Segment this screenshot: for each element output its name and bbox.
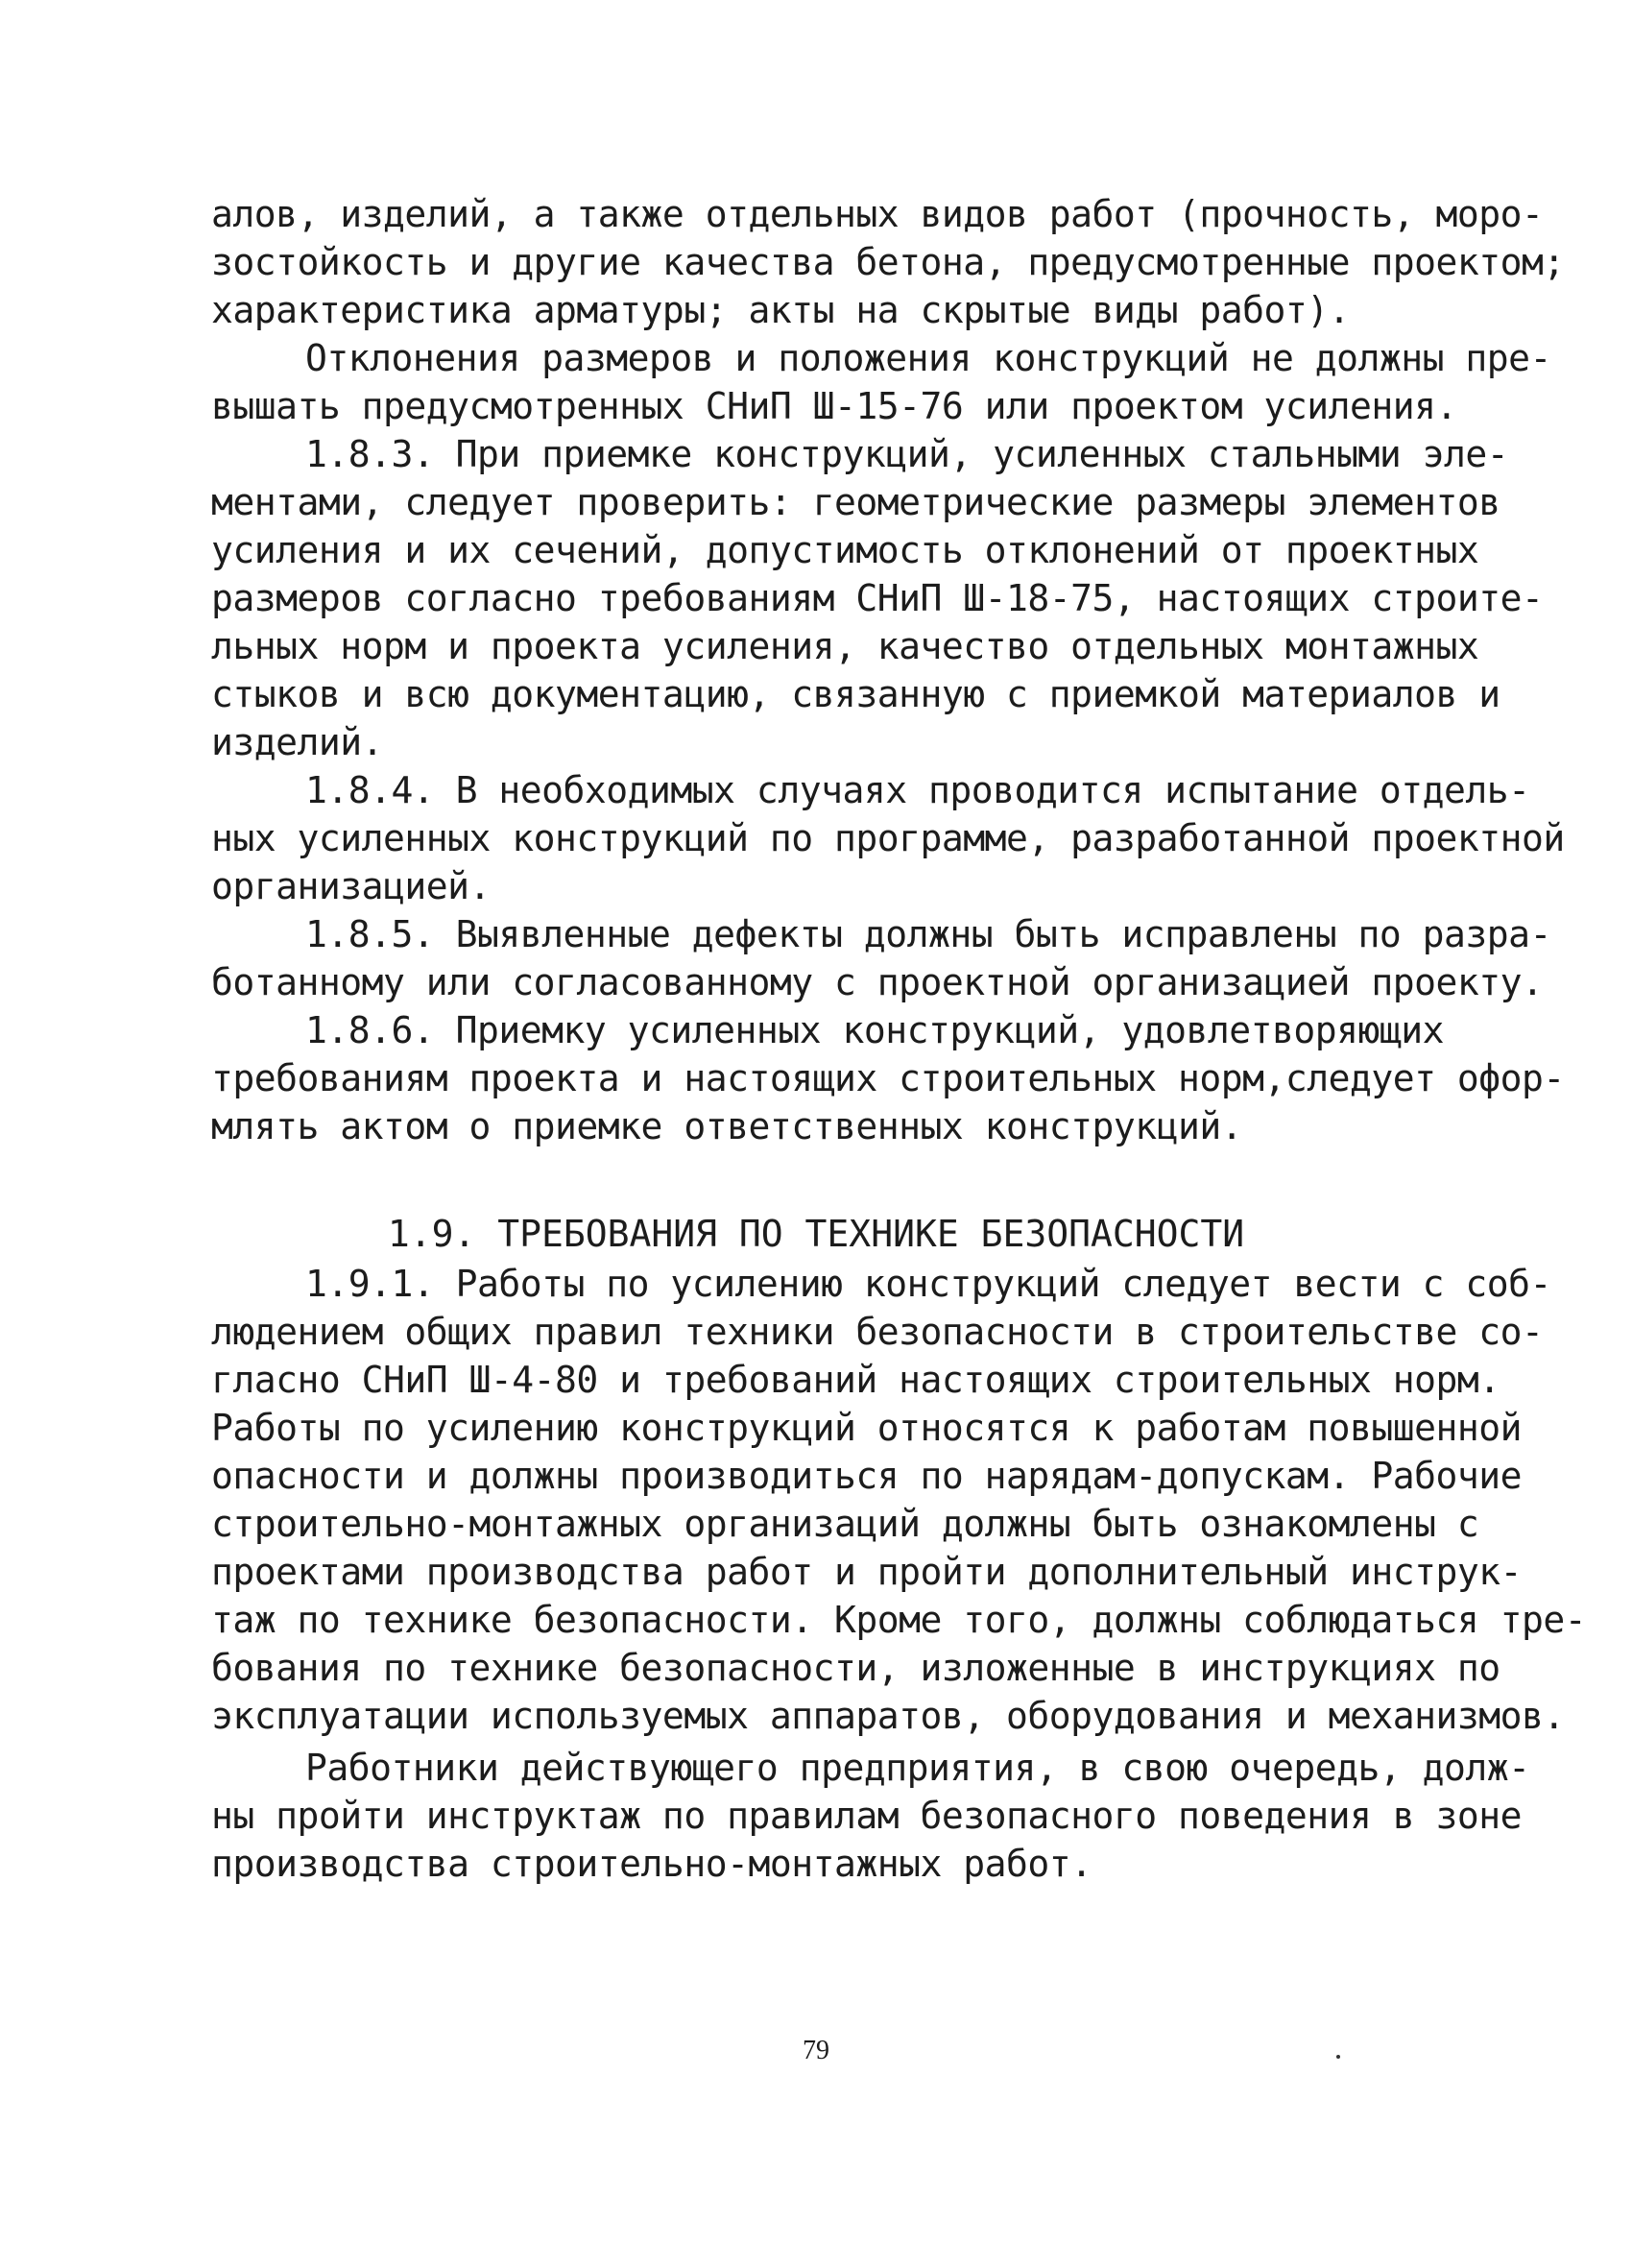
text-line: алов, изделий, а также отдельных видов работ (прочность, моро-: [211, 193, 1544, 235]
text-line: ны пройти инструктаж по правилам безопасного поведения в зоне: [211, 1795, 1523, 1837]
scan-dot-mark: [1336, 2055, 1340, 2059]
text-line: ботанному или согласованному с проектной организацией проекту.: [211, 961, 1544, 1003]
text-line: Отклонения размеров и положения конструкций не должны пре-: [305, 337, 1551, 379]
text-line: 1.8.6. Приемку усиленных конструкций, удовлетворяющих: [305, 1009, 1445, 1051]
text-line: млять актом о приемке ответственных конструкций.: [211, 1105, 1243, 1147]
page-number: 79: [803, 2036, 829, 2065]
text-line: зостойкость и другие качества бетона, предусмотренные проектом;: [211, 241, 1565, 283]
text-line: характеристика арматуры; акты на скрытые виды работ).: [211, 289, 1351, 331]
text-line: гласно СНиП Ш-4-80 и требований настоящих строительных норм.: [211, 1359, 1500, 1401]
text-line: изделий.: [211, 721, 384, 763]
section-heading: 1.9. ТРЕБОВАНИЯ ПО ТЕХНИКЕ БЕЗОПАСНОСТИ: [387, 1213, 1245, 1255]
text-line: опасности и должны производиться по нарядам-допускам. Рабочие: [211, 1455, 1523, 1497]
text-line: строительно-монтажных организаций должны быть ознакомлены с: [211, 1503, 1479, 1545]
text-line: 1.8.4. В необходимых случаях проводится испытание отдель-: [305, 769, 1530, 811]
text-line: ментами, следует проверить: геометрические размеры элементов: [211, 481, 1500, 523]
text-line: льных норм и проекта усиления, качество отдельных монтажных: [211, 625, 1479, 667]
text-line: бования по технике безопасности, изложенные в инструкциях по: [211, 1647, 1500, 1689]
text-line: эксплуатации используемых аппаратов, оборудования и механизмов.: [211, 1695, 1565, 1737]
text-line: требованиям проекта и настоящих строительных норм,следует офор-: [211, 1057, 1565, 1099]
text-line: Работники действующего предприятия, в свою очередь, долж-: [305, 1747, 1530, 1789]
text-line: 1.9.1. Работы по усилению конструкций следует вести с соб-: [305, 1263, 1551, 1305]
text-line: людением общих правил техники безопасности в строительстве со-: [211, 1311, 1544, 1353]
text-line: проектами производства работ и пройти дополнительный инструк-: [211, 1551, 1523, 1593]
text-line: производства строительно-монтажных работ.: [211, 1843, 1092, 1885]
text-line: усиления и их сечений, допустимость отклонений от проектных: [211, 529, 1479, 571]
text-line: 1.8.5. Выявленные дефекты должны быть исправлены по разра-: [305, 913, 1551, 955]
text-line: 1.8.3. При приемке конструкций, усиленных стальными эле-: [305, 433, 1509, 475]
text-line: ных усиленных конструкций по программе, разработанной проектной: [211, 817, 1565, 859]
text-line: организацией.: [211, 865, 491, 907]
text-line: размеров согласно требованиям СНиП Ш-18-75, настоящих строите-: [211, 577, 1544, 619]
text-line: вышать предусмотренных СНиП Ш-15-76 или проектом усиления.: [211, 385, 1457, 427]
text-line: Работы по усилению конструкций относятся к работам повышенной: [211, 1407, 1523, 1449]
text-line: стыков и всю документацию, связанную с приемкой материалов и: [211, 673, 1500, 715]
text-line: таж по технике безопасности. Кроме того, должны соблюдаться тре-: [211, 1599, 1587, 1641]
